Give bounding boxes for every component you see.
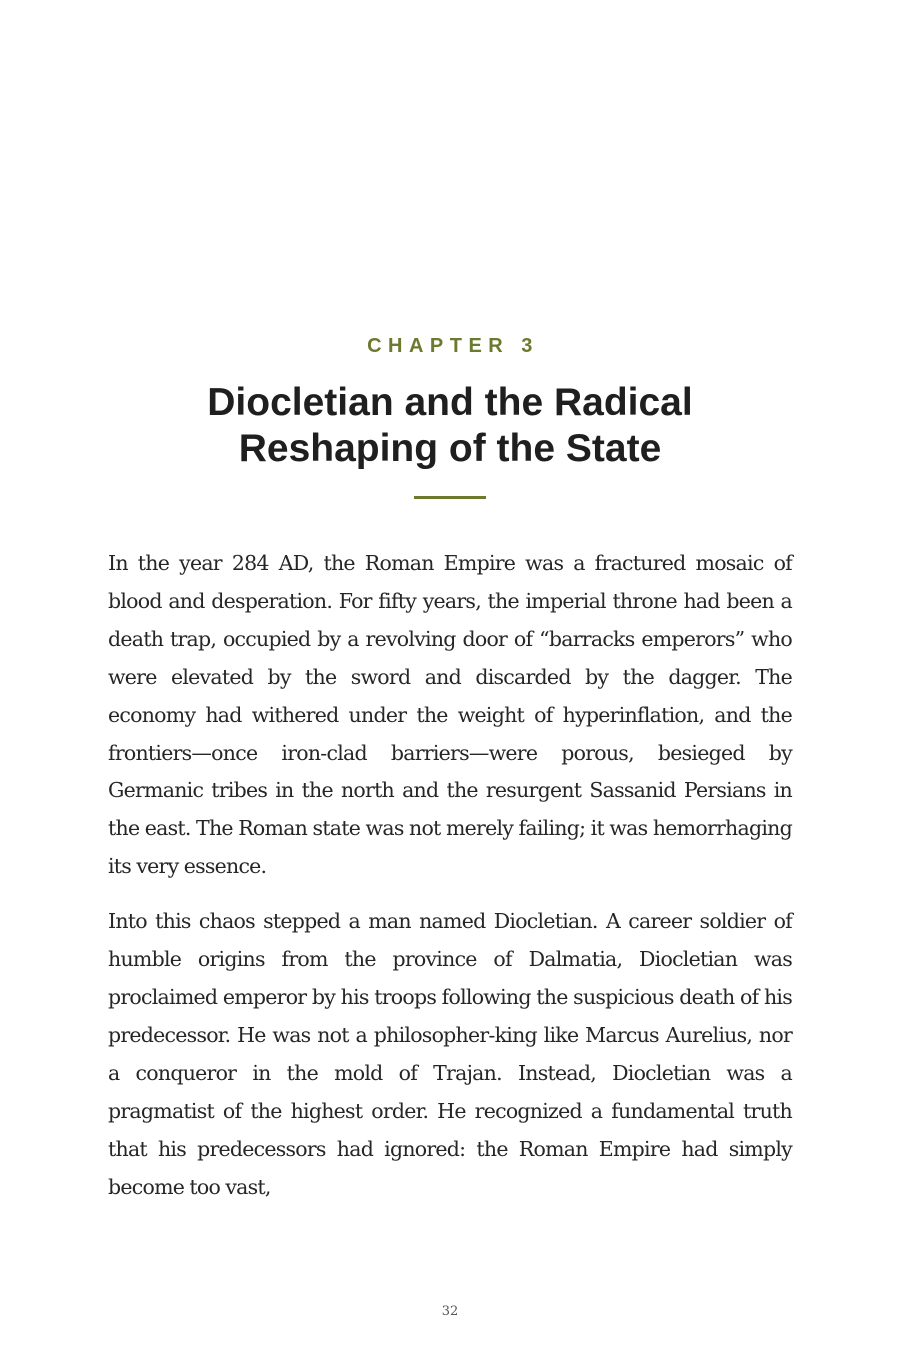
body-paragraph: In the year 284 AD, the Roman Empire was a fractured mosaic of blood and desperation. For fifty years, the imperial throne had been a death trap, occupied by a revolving door of “barracks emperors” who were elevated by the sword and discarded by the dagger. The economy had withered under the weight of hyperinflation, and the frontiers—once iron-clad barriers—were porous, besieged by Germanic tribes in the north and the resurgent Sassanid Persians in the east. The Roman state was not merely failing; it was hemorrhaging its very essence. [108, 551, 792, 879]
chapter-label: CHAPTER 3 [367, 335, 539, 357]
chapter-title-line-1: Diocletian and the Radical [207, 381, 693, 424]
title-divider [414, 496, 486, 499]
chapter-title-line-2: Reshaping of the State [238, 427, 662, 470]
chapter-title [150, 380, 750, 472]
body-paragraph: Into this chaos stepped a man named Diocletian. A career soldier of humble origins from the province of Dalmatia, Diocletian was proclaimed emperor by his troops following the suspicious death of his predecessor. He was not a philosopher-king like Marcus Aurelius, nor a conqueror in the mold of Trajan. Instead, Diocletian was a pragmatist of the highest order. He recognized a fundamental truth that his predecessors had ignored: the Roman Empire had simply become too vast, [108, 909, 792, 1199]
page-number: 32 [441, 1304, 459, 1319]
chapter-body [108, 545, 792, 1206]
